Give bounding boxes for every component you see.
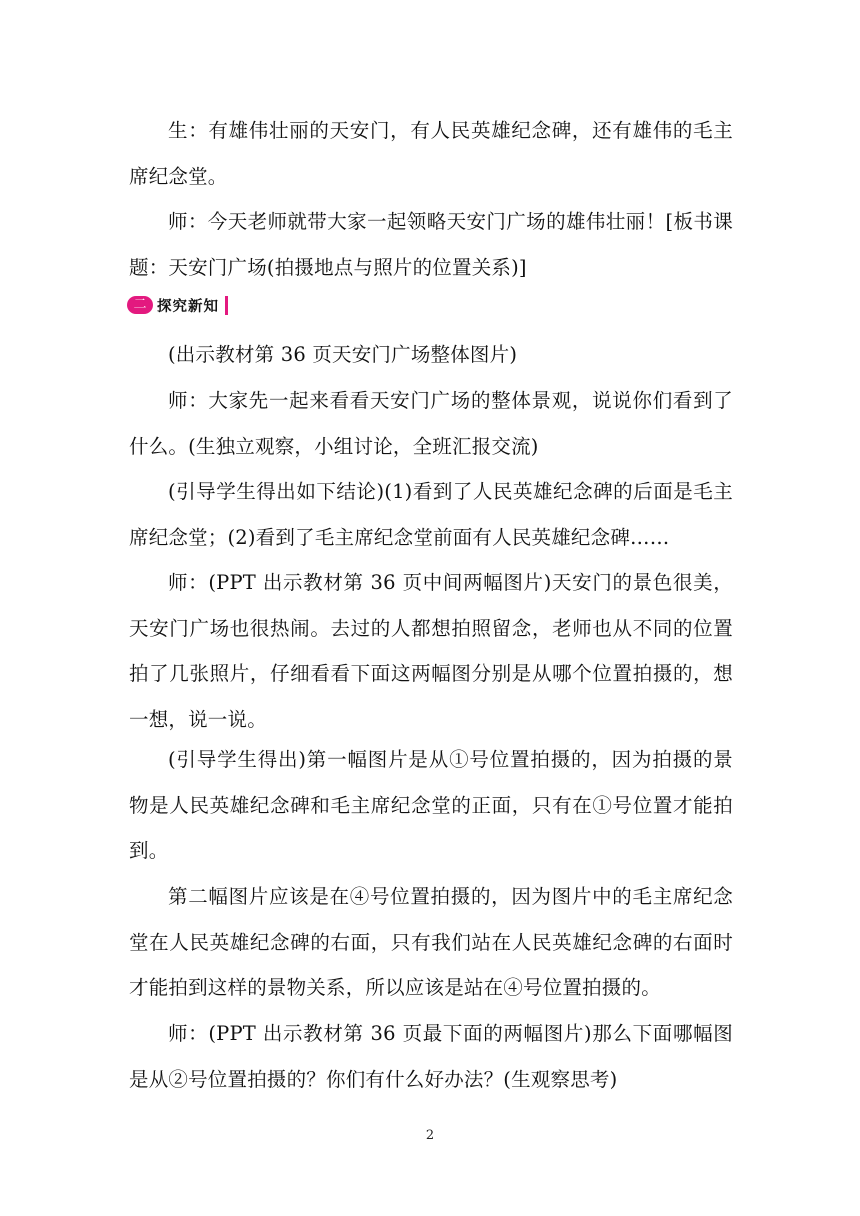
paragraph-7: (引导学生得出)第一幅图片是从①号位置拍摄的，因为拍摄的景物是人民英雄纪念碑和毛主席纪念堂的正面，只有在①号位置才能拍到。 bbox=[129, 748, 734, 862]
paragraph-5: (引导学生得出如下结论)(1)看到了人民英雄纪念碑的后面是毛主席纪念堂；(2)看到了毛主席纪念堂前面有人民英雄纪念碑…… bbox=[129, 480, 733, 549]
paragraph-8: 第二幅图片应该是在④号位置拍摄的，因为图片中的毛主席纪念堂在人民英雄纪念碑的右面，只有我们站在人民英雄纪念碑的右面时才能拍到这样的景物关系，所以应该是站在④号位置拍摄的。 bbox=[129, 885, 733, 999]
page-number: 2 bbox=[425, 1128, 435, 1143]
paragraph-6: 师：(PPT 出示教材第 36 页中间两幅图片)天安门的景色很美，天安门广场也很热闹。去过的人都想拍照留念，老师也从不同的位置拍了几张照片，仔细看看下面这两幅图分别是从哪个位置拍摄的，想一想，说一说。 bbox=[129, 571, 733, 731]
paragraph-2: 师：今天老师就带大家一起领略天安门广场的雄伟壮丽！[板书课题：天安门广场(拍摄地点与照片的位置关系)] bbox=[129, 210, 733, 279]
paragraph-1: 生：有雄伟壮丽的天安门，有人民英雄纪念碑，还有雄伟的毛主席纪念堂。 bbox=[129, 119, 733, 188]
section-number-badge: 二 bbox=[127, 296, 153, 314]
paragraph-3: (出示教材第 36 页天安门广场整体图片) bbox=[168, 343, 518, 366]
section-accent-bar bbox=[225, 296, 228, 315]
paragraph-4: 师：大家先一起来看看天安门广场的整体景观，说说你们看到了什么。(生独立观察，小组讨论，全班汇报交流) bbox=[129, 389, 733, 458]
paragraph-9: 师：(PPT 出示教材第 36 页最下面的两幅图片)那么下面哪幅图是从②号位置拍摄的？你们有什么好办法？(生观察思考) bbox=[129, 1022, 733, 1091]
section-title: 探究新知 bbox=[157, 298, 219, 315]
section-heading bbox=[127, 294, 228, 316]
